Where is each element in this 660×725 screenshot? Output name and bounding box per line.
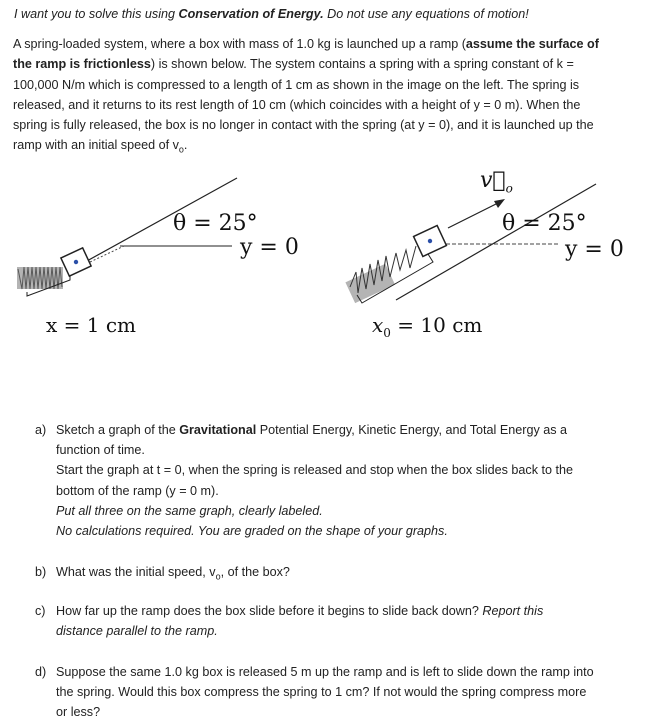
question-b: What was the initial speed, $v_o$, of the box? [56,565,290,582]
question-b-label: b) [35,565,47,579]
right-angle-label: θ = 25° [502,211,587,236]
question-a: Sketch a graph of the Gravitational Potential Energy, Kinetic Energy, and Total Energy as a function of time. Start the graph at t = 0, when the spring is released and stop when the box slides back to the bottom of the ramp (y = 0 m). Put all three on the same graph, clearly labeled. No calculations required. You are graded on the shape of your graphs. [56,423,574,539]
velocity-label: $v⃗_o$ [480,168,513,196]
left-box [61,248,91,276]
left-angle-label: θ = 25° [173,211,258,236]
question-c-label: c) [35,604,46,618]
question-d: Suppose the same 1.0 kg box is released 5 m up the ramp and is left to slide down the ramp into the spring. Would this box compress the spring to 1 cm? If not would the spring compress more or less? [56,665,594,720]
problem-statement: A spring-loaded system, where a box with mass of 1.0 kg is launched up a ramp (assume the surface of the ramp is frictionless) is shown below. The system contains a spring with a spring constant of k = 100,000 N/m which is compressed to a length of 1 cm as shown in the image on the left. The spring is released, and it returns to its rest length of 10 cm (which coincides with a height of y = 0 m). When the spring is fully released, the box is no longer in contact with the spring (at y = 0), and it is launched up the ramp with an initial speed of $v_o$. [13,37,599,155]
right-y-label: y = 0 [565,237,624,262]
question-c: How far up the ramp does the box slide before it begins to slide back down? Report this distance parallel to the ramp. [56,604,544,639]
right-box [414,226,447,257]
velocity-arrow [448,202,500,228]
left-diagram [17,178,237,296]
left-x-label: x = 1 cm [46,313,136,337]
left-y-label: y = 0 [240,235,299,260]
right-x-label: $x_0 = 10$ cm [372,313,483,340]
question-a-label: a) [35,423,47,437]
right-diagram [345,184,596,303]
frictionless-note: assume the surface of the ramp is frictionless [13,37,599,72]
instruction-line: I want you to solve this using Conservation of Energy. Do not use any equations of motion! [14,7,529,21]
question-d-label: d) [35,665,47,679]
